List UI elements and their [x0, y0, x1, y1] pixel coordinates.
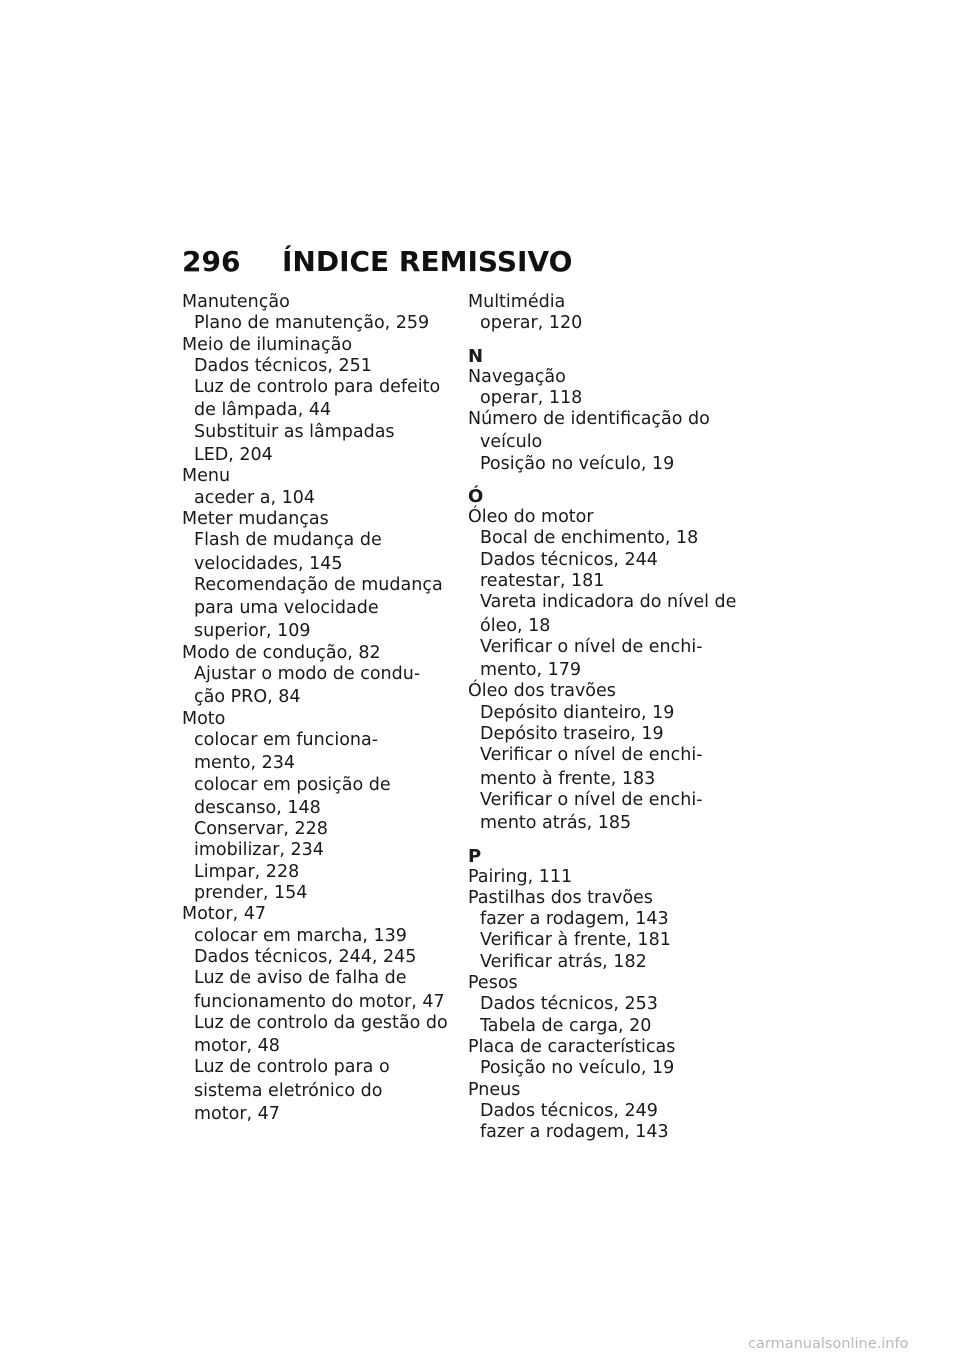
index-subentry-continuation: mento, 179: [480, 660, 582, 681]
index-term: Menu: [182, 466, 231, 487]
index-subentry: Bocal de enchimento, 18: [480, 528, 699, 549]
index-term: Meio de iluminação: [182, 334, 353, 355]
page-header: [182, 244, 572, 280]
index-letter-heading: N: [468, 345, 484, 367]
index-subentry: imobilizar, 234: [194, 840, 324, 861]
index-column-right: [468, 292, 738, 1143]
index-term: Motor, 47: [182, 904, 266, 925]
index-subentry: colocar em funciona-: [194, 729, 379, 750]
index-subentry: colocar em marcha, 139: [194, 925, 407, 946]
index-subentry-continuation: descanso, 148: [194, 797, 321, 818]
index-term: Placa de características: [468, 1036, 676, 1057]
index-subentry-continuation: mento à frente, 183: [480, 768, 656, 789]
index-subentry: Verificar atrás, 182: [480, 951, 647, 972]
index-subentry: reatestar, 181: [480, 570, 605, 591]
index-subentry: Dados técnicos, 249: [480, 1100, 658, 1121]
index-subentry: Luz de controlo da gestão do: [194, 1012, 448, 1033]
index-subentry: Depósito dianteiro, 19: [480, 702, 675, 723]
index-subentry: Depósito traseiro, 19: [480, 724, 664, 745]
index-subentry-continuation: superior, 109: [194, 621, 311, 642]
index-term: Pairing, 111: [468, 866, 573, 887]
index-subentry: Posição no veículo, 19: [480, 453, 675, 474]
index-term: Navegação: [468, 366, 566, 387]
index-subentry-continuation: motor, 48: [194, 1036, 280, 1057]
index-term: Número de identificação do: [468, 409, 710, 430]
index-subentry: fazer a rodagem, 143: [480, 909, 669, 930]
index-letter-heading: P: [468, 845, 482, 867]
index-subentry: operar, 118: [480, 387, 583, 408]
index-subentry: prender, 154: [194, 883, 308, 904]
index-subentry: Verificar o nível de enchi-: [480, 745, 703, 766]
index-subentry: Luz de controlo para o: [194, 1057, 390, 1078]
index-subentry-continuation: para uma velocidade: [194, 598, 379, 619]
index-subentry: Dados técnicos, 244: [480, 549, 658, 570]
index-subentry: Dados técnicos, 244, 245: [194, 946, 417, 967]
index-term: Manutenção: [182, 292, 290, 312]
index-subentry: Flash de mudança de: [194, 530, 382, 551]
index-subentry: Plano de manutenção, 259: [194, 313, 430, 334]
index-subentry-continuation: de lâmpada, 44: [194, 400, 332, 421]
page-title: ÍNDICE REMISSIVO: [282, 245, 573, 278]
index-subentry: Posição no veículo, 19: [480, 1058, 675, 1079]
index-subentry: Conservar, 228: [194, 819, 328, 840]
index-subentry: Verificar à frente, 181: [480, 930, 671, 951]
index-subentry: Luz de aviso de falha de: [194, 968, 407, 989]
index-subentry: aceder a, 104: [194, 487, 315, 508]
index-subentry: colocar em posição de: [194, 774, 391, 795]
watermark-text: carmanualsonline.info: [748, 1336, 909, 1352]
index-subentry: operar, 120: [480, 313, 583, 334]
index-subentry-continuation: mento atrás, 185: [480, 813, 632, 834]
index-subentry-continuation: LED, 204: [194, 445, 273, 466]
index-term: Meter mudanças: [182, 508, 329, 529]
index-term: Pneus: [468, 1079, 521, 1100]
index-subentry: Verificar o nível de enchi-: [480, 789, 703, 810]
page-number: 296: [182, 245, 241, 278]
index-subentry: Verificar o nível de enchi-: [480, 636, 703, 657]
index-subentry: Ajustar o modo de condu-: [194, 664, 421, 685]
index-subentry: Limpar, 228: [194, 861, 300, 882]
index-subentry: Dados técnicos, 251: [194, 355, 372, 376]
index-subentry-continuation: velocidades, 145: [194, 553, 343, 574]
index-subentry: Recomendação de mudança: [194, 574, 443, 595]
index-term: Pastilhas dos travões: [468, 887, 653, 908]
index-term: Óleo dos travões: [468, 681, 616, 702]
index-subentry-continuation: veículo: [480, 432, 543, 453]
index-subentry: Luz de controlo para defeito: [194, 377, 441, 398]
index-subentry: Vareta indicadora do nível de: [480, 592, 737, 613]
index-term: Multimédia: [468, 292, 566, 312]
index-term: Óleo do motor: [468, 507, 594, 528]
index-subentry: Dados técnicos, 253: [480, 994, 658, 1015]
index-subentry-continuation: óleo, 18: [480, 615, 551, 636]
index-column-left: [182, 292, 452, 1125]
index-subentry-continuation: ção PRO, 84: [194, 687, 301, 708]
index-term: Modo de condução, 82: [182, 642, 381, 663]
index-subentry-continuation: sistema eletrónico do: [194, 1080, 383, 1101]
index-subentry-continuation: mento, 234: [194, 753, 296, 774]
index-term: Moto: [182, 708, 226, 729]
index-subentry: fazer a rodagem, 143: [480, 1122, 669, 1143]
index-subentry-continuation: motor, 47: [194, 1103, 280, 1124]
index-subentry-continuation: funcionamento do motor, 47: [194, 991, 445, 1012]
index-letter-heading: Ó: [468, 486, 484, 508]
index-subentry: Substituir as lâmpadas: [194, 421, 395, 442]
index-subentry: Tabela de carga, 20: [480, 1015, 652, 1036]
index-term: Pesos: [468, 973, 518, 994]
